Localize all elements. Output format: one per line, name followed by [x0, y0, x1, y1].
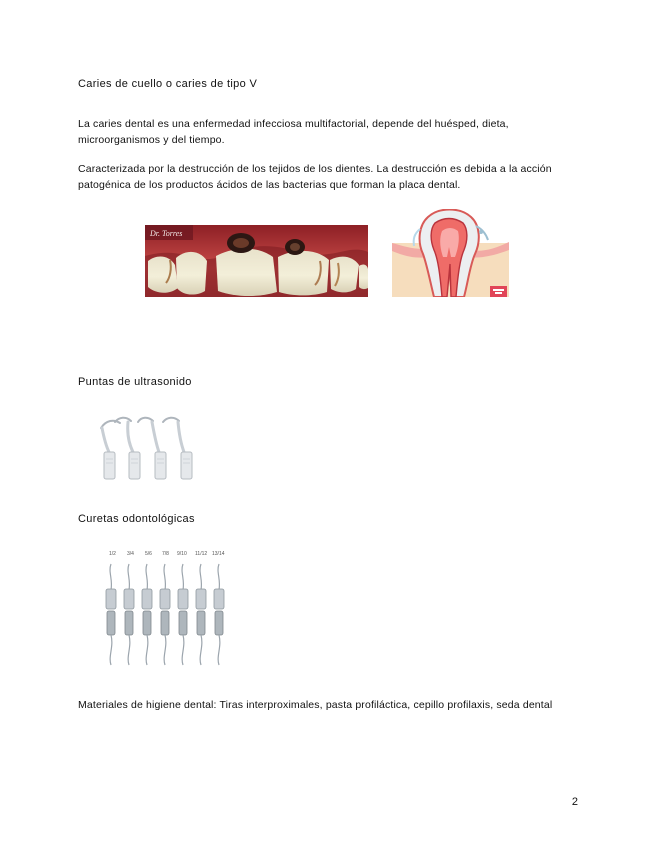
curette-label-11-12: 11/12 — [195, 551, 208, 557]
curette-label-7-8: 7/8 — [162, 551, 169, 557]
curette-label-3-4: 3/4 — [127, 551, 134, 557]
dental-hygiene-materials-text: Materiales de higiene dental: Tiras interproximales, pasta profiláctica, cepillo profilaxis, seda dental — [78, 699, 553, 711]
caries-definition-paragraph: La caries dental es una enfermedad infecciosa multifactorial, depende del huésped, dieta, microorganismos y del tiempo. — [78, 118, 509, 146]
curette-label-1-2: 1/2 — [109, 551, 116, 557]
curettes-heading: Curetas odontológicas — [78, 513, 195, 525]
curette-label-9-10: 9/10 — [177, 551, 187, 557]
ultrasound-tips-heading: Puntas de ultrasonido — [78, 376, 192, 388]
ultrasonic-tips-image — [90, 414, 210, 484]
carious-teeth-photo — [145, 225, 368, 297]
caries-description-paragraph: Caracterizada por la destrucción de los tejidos de los dientes. La destrucción es debida a la acción patogénica de los productos ácidos de las bacterias que forman la placa dental. — [78, 163, 552, 191]
caries-heading: Caries de cuello o caries de tipo V — [78, 78, 258, 90]
page-number: 2 — [571, 796, 578, 808]
tooth-cross-section-illustration — [392, 209, 509, 297]
curette-label-13-14: 13/14 — [212, 551, 225, 557]
curette-label-5-6: 5/6 — [145, 551, 152, 557]
teeth-photo-logo: Dr. Torres — [150, 229, 183, 238]
dental-curettes-image — [80, 533, 257, 679]
